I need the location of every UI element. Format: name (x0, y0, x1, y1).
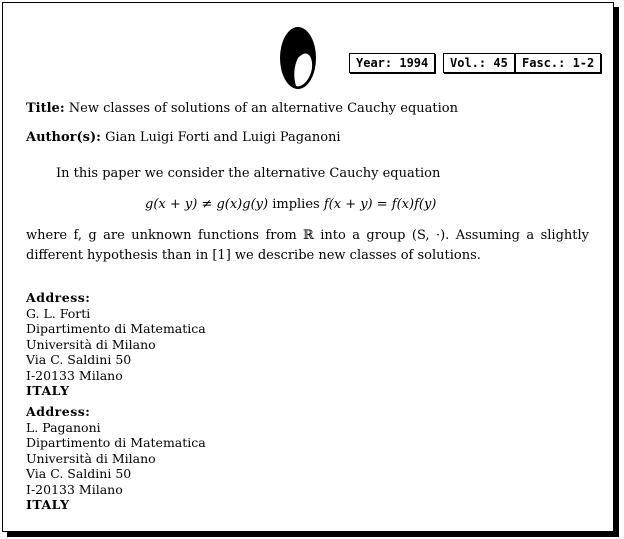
address-line: I-20133 Milano (26, 367, 123, 383)
authors-line (26, 130, 341, 145)
address-line: G. L. Forti (26, 305, 91, 321)
equation-right: f(x + y) = f(x)f(y) (323, 197, 437, 212)
paper-title: New classes of solutions of an alternative Cauchy equation (68, 101, 458, 116)
title-label: Title: (26, 101, 65, 116)
fascicle-badge: Fasc.: 1-2 (515, 53, 601, 73)
address-line: Via C. Saldini 50 (26, 466, 132, 481)
title-line (26, 101, 458, 116)
year-badge: Year: 1994 (349, 53, 435, 73)
address-line: Dipartimento di Matematica (26, 321, 206, 336)
equation-left: g(x + y) ≠ g(x)g(y) (145, 197, 269, 212)
address-line: I-20133 Milano (26, 481, 123, 497)
address-line: Via C. Saldini 50 (26, 352, 132, 367)
equation-mid: implies (272, 197, 320, 212)
address-label: Address: (26, 290, 91, 305)
address-line: Università di Milano (26, 336, 156, 352)
abstract-body: where f, g are unknown functions from ℝ into a group (S, ·). Assuming a slightly different hypothesis than in [1] we describe new classes of solutions. (26, 228, 589, 263)
address-line: Università di Milano (26, 450, 156, 466)
address-label: Address: (26, 404, 91, 419)
address-block-1 (26, 290, 206, 399)
address-line: ITALY (26, 497, 70, 512)
address-block-2 (26, 404, 206, 513)
volume-badge: Vol.: 45 (443, 53, 515, 73)
address-line: Dipartimento di Matematica (26, 435, 206, 450)
paper-authors: Gian Luigi Forti and Luigi Paganoni (105, 130, 341, 145)
address-line: L. Paganoni (26, 419, 101, 435)
abstract-intro: In this paper we consider the alternative Cauchy equation (56, 166, 441, 181)
authors-label: Author(s): (26, 130, 101, 145)
address-line: ITALY (26, 383, 70, 398)
equation (145, 197, 436, 212)
journal-logo (279, 26, 317, 90)
